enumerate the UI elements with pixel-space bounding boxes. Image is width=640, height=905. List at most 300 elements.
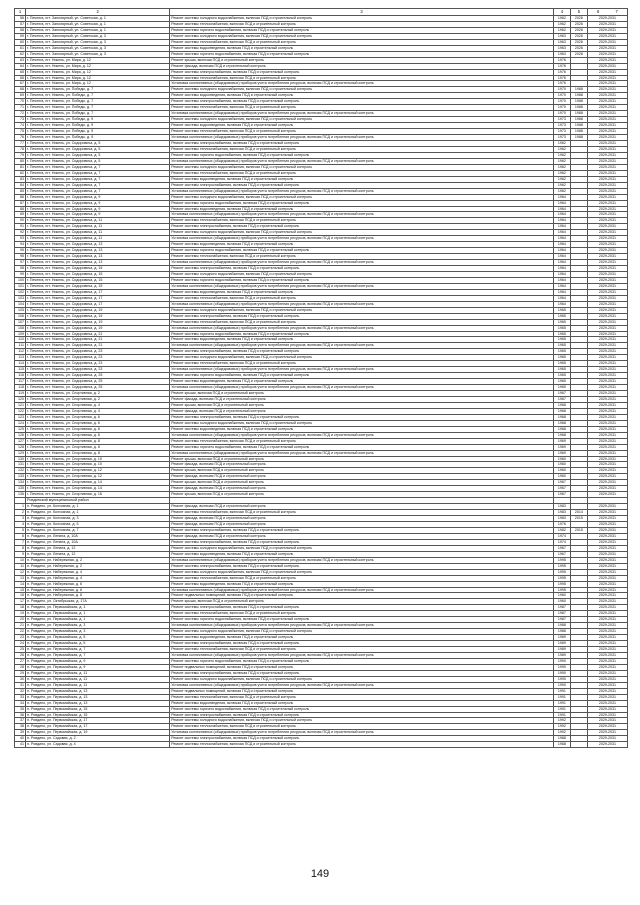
work-type-cell: Ремонт крыши, включая ПСД и строительный контроль xyxy=(170,402,554,408)
period-cell: 2029-2031 xyxy=(587,629,627,635)
address-cell: п. Ровдино, ул. Набережная, д. 4 xyxy=(26,569,170,575)
work-type-cell: Ремонт системы теплоснабжения, включая ПСД и строительный контроль xyxy=(170,694,554,700)
period-cell: 2029-2031 xyxy=(587,444,627,450)
year-built-cell: 1965 xyxy=(553,361,570,367)
row-number: 9 xyxy=(15,551,26,557)
row-number: 107 xyxy=(15,319,26,325)
address-cell: г. Печенга, пгт. Никель, ул. Сидоровича, д. 7 xyxy=(26,182,170,188)
work-type-cell: Установка коллективных (общедомовых) приборов учета потребления ресурсов, включая ПСД и строительный контроль xyxy=(170,587,554,593)
year-built-cell: 1989 xyxy=(553,652,570,658)
year-built-cell: 1970 xyxy=(553,105,570,111)
year-built-cell: 1965 xyxy=(553,307,570,313)
address-cell: п. Ровдино, ул. Первомайская, д. 5 xyxy=(26,635,170,641)
work-type-cell: Ремонт системы водоотведения, включая ПСД и строительный контроль xyxy=(170,123,554,129)
year-repair-cell: 1988 xyxy=(570,99,587,105)
row-number: 118 xyxy=(15,385,26,391)
year-built-cell: 1988 xyxy=(553,629,570,635)
work-type-cell: Ремонт системы электроснабжения, включая ПСД и строительный контроль xyxy=(170,641,554,647)
year-built-cell: 1964 xyxy=(553,283,570,289)
page-number: 149 xyxy=(310,868,330,880)
period-cell: 2029-2031 xyxy=(587,105,627,111)
year-built-cell: 1964 xyxy=(553,230,570,236)
address-cell: г. Печенга, пгт. Никель, ул. Сидоровича, д. 13 xyxy=(26,242,170,248)
work-type-cell: Ремонт системы теплоснабжения, включая ПСД и строительный контроль xyxy=(170,21,554,27)
year-built-cell: 1960 xyxy=(553,474,570,480)
work-type-cell: Установка коллективных (общедомовых) приборов учета потребления ресурсов, включая ПСД и строительный контроль xyxy=(170,111,554,117)
address-cell: г. Печенга, пгт. Никель, ул. Спортивная, д. 2 xyxy=(26,391,170,397)
year-built-cell: 1991 xyxy=(553,706,570,712)
year-built-cell: 1964 xyxy=(553,242,570,248)
period-cell: 2029-2031 xyxy=(587,385,627,391)
row-number: 103 xyxy=(15,295,26,301)
year-built-cell: 1964 xyxy=(553,254,570,260)
period-cell: 2029-2031 xyxy=(587,194,627,200)
work-type-cell: Ремонт системы водоотведения, включая ПСД и строительный контроль xyxy=(170,379,554,385)
year-built-cell: 1982 xyxy=(553,527,570,533)
address-cell: г. Печенга, пгт. Никель, ул. Спортивная, д. 2 xyxy=(26,397,170,403)
row-number: 89 xyxy=(15,212,26,218)
period-cell: 2029-2031 xyxy=(587,670,627,676)
work-type-cell: Ремонт фасада, включая ПСД и строительный контроль xyxy=(170,63,554,69)
year-built-cell: 1989 xyxy=(553,641,570,647)
year-repair-cell: 1988 xyxy=(570,117,587,123)
period-cell: 2029-2031 xyxy=(587,33,627,39)
year-built-cell: 1976 xyxy=(553,522,570,528)
row-number: 39 xyxy=(15,730,26,736)
period-cell: 2029-2031 xyxy=(587,45,627,51)
period-cell: 2029-2031 xyxy=(587,212,627,218)
row-number: 12 xyxy=(15,569,26,575)
row-number: 74 xyxy=(15,123,26,129)
year-built-cell: 1965 xyxy=(553,385,570,391)
work-type-cell: Ремонт системы теплоснабжения, включая ПСД и строительный контроль xyxy=(170,319,554,325)
period-cell: 2029-2031 xyxy=(587,480,627,486)
address-cell: г. Печенга, пгт. Никель, ул. Победы, д. 7 xyxy=(26,93,170,99)
period-cell: 2029-2031 xyxy=(587,432,627,438)
year-built-cell: 1964 xyxy=(553,200,570,206)
address-cell: г. Печенга, пгт. Никель, ул. Сидоровича, д. 11 xyxy=(26,230,170,236)
year-built-cell: 1965 xyxy=(553,319,570,325)
row-number: 62 xyxy=(15,51,26,57)
work-type-cell: Установка коллективных (общедомовых) приборов учета потребления ресурсов, включая ПСД и строительный контроль xyxy=(170,188,554,194)
year-built-cell: 1967 xyxy=(553,486,570,492)
address-cell: п. Ровдино, ул. Ленина, д. 10А xyxy=(26,539,170,545)
year-built-cell: 1967 xyxy=(553,545,570,551)
work-type-cell: Установка коллективных (общедомовых) приборов учета потребления ресурсов, включая ПСД и строительный контроль xyxy=(170,432,554,438)
period-cell: 2029-2031 xyxy=(587,146,627,152)
year-built-cell: 1989 xyxy=(553,647,570,653)
year-built-cell: 1962 xyxy=(553,152,570,158)
work-type-cell: Ремонт системы холодного водоснабжения, включая ПСД и строительный контроль xyxy=(170,676,554,682)
row-number: 63 xyxy=(15,57,26,63)
year-built-cell: 1962 xyxy=(553,158,570,164)
period-cell: 2029-2031 xyxy=(587,271,627,277)
period-cell: 2029-2031 xyxy=(587,230,627,236)
period-cell: 2029-2031 xyxy=(587,462,627,468)
row-number: 29 xyxy=(15,670,26,676)
address-cell: г. Печенга, пгт. Никель, ул. Мира, д. 12 xyxy=(26,81,170,87)
work-type-cell: Ремонт системы водоотведения, включая ПСД и строительный контроль xyxy=(170,551,554,557)
year-built-cell: 1967 xyxy=(553,492,570,498)
period-cell: 2029-2031 xyxy=(587,694,627,700)
year-built-cell: 1964 xyxy=(553,295,570,301)
address-cell: п. Ровдино, ул. Первомайская, д. 17 xyxy=(26,718,170,724)
row-number: 135 xyxy=(15,486,26,492)
year-built-cell: 1976 xyxy=(553,63,570,69)
year-repair-cell: 1988 xyxy=(570,129,587,135)
year-built-cell: 1970 xyxy=(553,87,570,93)
work-type-cell: Ремонт системы теплоснабжения, включая ПСД и строительный контроль xyxy=(170,75,554,81)
period-cell: 2029-2031 xyxy=(587,99,627,105)
address-cell: п. Ровдино, ул. Колхозная, д. 5 xyxy=(26,522,170,528)
period-cell: 2029-2031 xyxy=(587,557,627,563)
year-built-cell: 1964 xyxy=(553,266,570,272)
row-number: 131 xyxy=(15,462,26,468)
address-cell: п. Ровдино, ул. Колхозная, д. 7 xyxy=(26,527,170,533)
address-cell: г. Печенга, пгт. Никель, ул. Сидоровича, д. 5 xyxy=(26,146,170,152)
row-number: 119 xyxy=(15,391,26,397)
year-built-cell: 1968 xyxy=(553,432,570,438)
work-type-cell: Ремонт системы электроснабжения, включая ПСД и строительный контроль xyxy=(170,99,554,105)
period-cell: 2029-2031 xyxy=(587,301,627,307)
row-number: 2 xyxy=(15,510,26,516)
work-type-cell: Ремонт подвальных помещений, включая ПСД и строительный контроль xyxy=(170,664,554,670)
period-cell: 2029-2031 xyxy=(587,522,627,528)
year-repair-cell xyxy=(570,742,587,748)
row-number: 3 xyxy=(15,516,26,522)
work-type-cell: Ремонт системы электроснабжения, включая ПСД и строительный контроль xyxy=(170,182,554,188)
work-type-cell: Установка коллективных (общедомовых) приборов учета потребления ресурсов, включая ПСД и строительный контроль xyxy=(170,557,554,563)
year-built-cell: 1990 xyxy=(553,664,570,670)
address-cell: п. Ровдино, ул. Колхозная, д. 1 xyxy=(26,510,170,516)
work-type-cell: Ремонт системы холодного водоснабжения, включая ПСД и строительный контроль xyxy=(170,420,554,426)
address-cell: г. Печенга, пгт. Никель, ул. Сидоровича, д. 13 xyxy=(26,248,170,254)
work-type-cell: Ремонт системы теплоснабжения, включая ПСД и строительный контроль xyxy=(170,170,554,176)
address-cell: п. Ровдино, ул. Первомайская, д. 13 xyxy=(26,688,170,694)
work-type-cell: Ремонт системы водоотведения, включая ПСД и строительный контроль xyxy=(170,176,554,182)
year-built-cell: 1963 xyxy=(553,51,570,57)
period-cell: 2029-2031 xyxy=(587,724,627,730)
row-number: 97 xyxy=(15,260,26,266)
address-cell: г. Печенга, пгт. Никель, ул. Сидоровича, д. 21 xyxy=(26,337,170,343)
address-cell: п. Ровдино, ул. Первомайская, д. 11 xyxy=(26,670,170,676)
row-number: 94 xyxy=(15,242,26,248)
address-cell: п. Ровдино, ул. Ленина, д. 12 xyxy=(26,545,170,551)
work-type-cell: Ремонт системы горячего водоснабжения, включая ПСД и строительный контроль xyxy=(170,373,554,379)
year-built-cell: 1960 xyxy=(553,593,570,599)
row-number: 18 xyxy=(15,605,26,611)
year-built-cell: 1995 xyxy=(553,557,570,563)
row-number: 1 xyxy=(15,504,26,510)
row-number: 111 xyxy=(15,343,26,349)
row-number: 93 xyxy=(15,236,26,242)
year-built-cell: 1990 xyxy=(553,670,570,676)
row-number: 110 xyxy=(15,337,26,343)
row-number: 21 xyxy=(15,623,26,629)
year-built-cell: 1962 xyxy=(553,146,570,152)
year-repair-cell: 2026 xyxy=(570,51,587,57)
year-built-cell: 1976 xyxy=(553,57,570,63)
address-cell: г. Печенга, пгт. Никель, ул. Спортивная, д. 8 xyxy=(26,450,170,456)
period-cell: 2029-2031 xyxy=(587,414,627,420)
address-cell: г. Печенга, пгт. Никель, ул. Сидоровича, д. 15 xyxy=(26,271,170,277)
row-number: 38 xyxy=(15,724,26,730)
row-number: 124 xyxy=(15,420,26,426)
row-number: 78 xyxy=(15,146,26,152)
work-type-cell: Ремонт системы теплоснабжения, включая ПСД и строительный контроль xyxy=(170,647,554,653)
row-number: 34 xyxy=(15,700,26,706)
period-cell: 2029-2031 xyxy=(587,313,627,319)
address-cell: г. Печенга, пгт. Никель, ул. Сидоровича, д. 21 xyxy=(26,331,170,337)
period-cell: 2029-2031 xyxy=(587,688,627,694)
column-number: 4 xyxy=(553,9,570,16)
year-built-cell: 1967 xyxy=(553,551,570,557)
row-number: 104 xyxy=(15,301,26,307)
row-number: 122 xyxy=(15,408,26,414)
year-built-cell: 1965 xyxy=(553,367,570,373)
address-cell: г. Печенга, пгт. Заполярный, ул. Советская, д. 1 xyxy=(26,21,170,27)
row-number: 88 xyxy=(15,206,26,212)
work-type-cell: Установка коллективных (общедомовых) приборов учета потребления ресурсов, включая ПСД и строительный контроль xyxy=(170,652,554,658)
address-cell: г. Печенга, пгт. Никель, ул. Сидоровича, д. 13 xyxy=(26,254,170,260)
address-cell: г. Печенга, пгт. Никель, ул. Мира, д. 12 xyxy=(26,63,170,69)
row-number: 99 xyxy=(15,271,26,277)
period-cell: 2029-2031 xyxy=(587,545,627,551)
row-number: 37 xyxy=(15,718,26,724)
year-built-cell: 1990 xyxy=(553,676,570,682)
period-cell: 2029-2031 xyxy=(587,510,627,516)
row-number: 87 xyxy=(15,200,26,206)
period-cell: 2029-2031 xyxy=(587,152,627,158)
work-type-cell: Установка коллективных (общедомовых) приборов учета потребления ресурсов, включая ПСД и строительный контроль xyxy=(170,81,554,87)
year-built-cell: 1995 xyxy=(553,587,570,593)
row-number: 66 xyxy=(15,75,26,81)
address-cell: г. Печенга, пгт. Никель, ул. Сидоровича, д. 21 xyxy=(26,343,170,349)
period-cell: 2029-2031 xyxy=(587,170,627,176)
address-cell: г. Печенга, пгт. Никель, ул. Сидоровича, д. 5 xyxy=(26,141,170,147)
work-type-cell: Ремонт системы горячего водоснабжения, включая ПСД и строительный контроль xyxy=(170,51,554,57)
row-number: 106 xyxy=(15,313,26,319)
period-cell: 2029-2031 xyxy=(587,658,627,664)
address-cell: г. Печенга, пгт. Никель, ул. Сидоровича, д. 7 xyxy=(26,164,170,170)
year-built-cell: 1960 xyxy=(553,599,570,605)
work-type-cell: Ремонт системы электроснабжения, включая ПСД и строительный контроль xyxy=(170,414,554,420)
year-built-cell: 1964 xyxy=(553,277,570,283)
year-built-cell: 1964 xyxy=(553,194,570,200)
address-cell: г. Печенга, пгт. Никель, ул. Мира, д. 12 xyxy=(26,69,170,75)
period-cell: 2029-2031 xyxy=(587,563,627,569)
work-type-cell: Ремонт системы водоотведения, включая ПСД и строительный контроль xyxy=(170,289,554,295)
work-type-cell: Ремонт системы теплоснабжения, включая ПСД и строительный контроль xyxy=(170,105,554,111)
period-cell: 2029-2031 xyxy=(587,718,627,724)
period-cell: 2029-2031 xyxy=(587,63,627,69)
work-type-cell: Ремонт системы теплоснабжения, включая ПСД и строительный контроль xyxy=(170,146,554,152)
row-number: 5 xyxy=(15,527,26,533)
year-built-cell: 1960 xyxy=(553,456,570,462)
row-number: 13 xyxy=(15,575,26,581)
year-built-cell: 1963 xyxy=(553,33,570,39)
row-number: 108 xyxy=(15,325,26,331)
period-cell: 2029-2031 xyxy=(587,182,627,188)
work-type-cell: Ремонт фасада, включая ПСД и строительный контроль xyxy=(170,533,554,539)
row-number: 121 xyxy=(15,402,26,408)
year-built-cell: 1995 xyxy=(553,563,570,569)
row-number: 64 xyxy=(15,63,26,69)
address-cell: г. Печенга, пгт. Никель, ул. Спортивная, д. 8 xyxy=(26,444,170,450)
address-cell: п. Ровдино, ул. Садовая, д. 4 xyxy=(26,742,170,748)
year-built-cell: 1964 xyxy=(553,271,570,277)
row-number: 4 xyxy=(15,522,26,528)
work-type-cell: Установка коллективных (общедомовых) приборов учета потребления ресурсов, включая ПСД и строительный контроль xyxy=(170,301,554,307)
address-cell: г. Печенга, пгт. Никель, ул. Мира, д. 12 xyxy=(26,75,170,81)
address-cell: г. Печенга, пгт. Никель, ул. Победы, д. 9 xyxy=(26,117,170,123)
address-cell: г. Печенга, пгт. Никель, ул. Спортивная, д. 4 xyxy=(26,402,170,408)
year-built-cell: 1965 xyxy=(553,331,570,337)
year-repair-cell: 2015 xyxy=(570,516,587,522)
row-number: 58 xyxy=(15,27,26,33)
row-number: 41 xyxy=(15,742,26,748)
address-cell: г. Печенга, пгт. Никель, ул. Сидоровича, д. 25 xyxy=(26,379,170,385)
column-number: 2 xyxy=(26,9,170,16)
row-number: 22 xyxy=(15,629,26,635)
address-cell: г. Печенга, пгт. Никель, ул. Спортивная, д. 10 xyxy=(26,462,170,468)
period-cell: 2029-2031 xyxy=(587,236,627,242)
period-cell: 2029-2031 xyxy=(587,224,627,230)
work-type-cell: Ремонт системы холодного водоснабжения, включая ПСД и строительный контроль xyxy=(170,271,554,277)
work-type-cell: Ремонт системы теплоснабжения, включая ПСД и строительный контроль xyxy=(170,129,554,135)
year-built-cell: 1964 xyxy=(553,212,570,218)
work-type-cell: Установка коллективных (общедомовых) приборов учета потребления ресурсов, включая ПСД и строительный контроль xyxy=(170,385,554,391)
work-type-cell: Ремонт фасада, включая ПСД и строительный контроль xyxy=(170,504,554,510)
address-cell: г. Печенга, пгт. Никель, ул. Сидоровича, д. 15 xyxy=(26,266,170,272)
row-number: 79 xyxy=(15,152,26,158)
address-cell: г. Печенга, пгт. Никель, ул. Сидоровича, д. 25 xyxy=(26,385,170,391)
address-cell: г. Печенга, пгт. Никель, ул. Спортивная, д. 8 xyxy=(26,438,170,444)
row-number: 67 xyxy=(15,81,26,87)
period-cell: 2029-2031 xyxy=(587,611,627,617)
row-number: 26 xyxy=(15,652,26,658)
period-cell: 2029-2031 xyxy=(587,676,627,682)
address-cell: п. Ровдино, ул. Первомайская, д. 11 xyxy=(26,682,170,688)
year-repair-cell: 1988 xyxy=(570,135,587,141)
row-number: 134 xyxy=(15,480,26,486)
year-built-cell: 1964 xyxy=(553,301,570,307)
period-cell: 2029-2031 xyxy=(587,581,627,587)
address-cell: п. Ровдино, ул. Первомайская, д. 19 xyxy=(26,730,170,736)
address-cell: г. Печенга, пгт. Никель, ул. Сидоровича, д. 15 xyxy=(26,283,170,289)
year-built-cell: 1964 xyxy=(553,289,570,295)
period-cell: 2029-2031 xyxy=(587,248,627,254)
work-type-cell: Ремонт крыши, включая ПСД и строительный контроль xyxy=(170,468,554,474)
work-type-cell: Ремонт системы холодного водоснабжения, включая ПСД и строительный контроль xyxy=(170,164,554,170)
row-number: 35 xyxy=(15,706,26,712)
period-cell: 2029-2031 xyxy=(587,242,627,248)
row-number: 77 xyxy=(15,141,26,147)
period-cell: 2029-2031 xyxy=(587,599,627,605)
row-number: 72 xyxy=(15,111,26,117)
period-cell: 2029-2031 xyxy=(587,712,627,718)
work-type-cell: Ремонт системы электроснабжения, включая ПСД и строительный контроль xyxy=(170,605,554,611)
year-repair-cell: 2026 xyxy=(570,27,587,33)
row-number: 126 xyxy=(15,432,26,438)
work-type-cell: Ремонт крыши, включая ПСД и строительный контроль xyxy=(170,480,554,486)
year-built-cell: 1965 xyxy=(553,355,570,361)
address-cell: Ровдинский муниципальный район xyxy=(26,498,170,504)
address-cell: г. Печенга, пгт. Никель, ул. Сидоровича, д. 23 xyxy=(26,367,170,373)
row-number: 60 xyxy=(15,39,26,45)
period-cell: 2029-2031 xyxy=(587,420,627,426)
year-built-cell: 1963 xyxy=(553,39,570,45)
work-type-cell: Ремонт системы горячего водоснабжения, включая ПСД и строительный контроль xyxy=(170,658,554,664)
period-cell: 2029-2031 xyxy=(587,260,627,266)
year-built-cell: 1960 xyxy=(553,468,570,474)
year-built-cell: 1968 xyxy=(553,414,570,420)
row-number: 85 xyxy=(15,188,26,194)
year-repair-cell: 2026 xyxy=(570,39,587,45)
row-number: 71 xyxy=(15,105,26,111)
address-cell: г. Печенга, пгт. Никель, ул. Победы, д. 7 xyxy=(26,111,170,117)
period-cell: 2029-2031 xyxy=(587,468,627,474)
work-type-cell: Ремонт системы теплоснабжения, включая ПСД и строительный контроль xyxy=(170,575,554,581)
address-cell: г. Печенга, пгт. Никель, ул. Сидоровича, д. 15 xyxy=(26,277,170,283)
year-built-cell: 1983 xyxy=(553,510,570,516)
year-built-cell: 1969 xyxy=(553,450,570,456)
row-number: 27 xyxy=(15,658,26,664)
year-built-cell: 1987 xyxy=(553,611,570,617)
row-number: 16 xyxy=(15,593,26,599)
year-built-cell: 1990 xyxy=(553,682,570,688)
period-cell: 2029-2031 xyxy=(587,158,627,164)
address-cell: г. Печенга, пгт. Никель, ул. Сидоровича, д. 9 xyxy=(26,212,170,218)
period-cell: 2029-2031 xyxy=(587,617,627,623)
work-type-cell: Установка коллективных (общедомовых) приборов учета потребления ресурсов, включая ПСД и строительный контроль xyxy=(170,135,554,141)
period-cell: 2029-2031 xyxy=(587,164,627,170)
year-built-cell: 1969 xyxy=(553,438,570,444)
work-type-cell: Установка коллективных (общедомовых) приборов учета потребления ресурсов, включая ПСД и строительный контроль xyxy=(170,260,554,266)
year-built-cell: 1967 xyxy=(553,391,570,397)
row-number: 102 xyxy=(15,289,26,295)
row-number: 40 xyxy=(15,736,26,742)
row-number: 105 xyxy=(15,307,26,313)
period-cell: 2029-2031 xyxy=(587,218,627,224)
address-cell: г. Печенга, пгт. Никель, ул. Спортивная, д. 14 xyxy=(26,486,170,492)
year-built-cell: 1962 xyxy=(553,164,570,170)
period-cell: 2029-2031 xyxy=(587,319,627,325)
year-built-cell: 1964 xyxy=(553,218,570,224)
row-number: 76 xyxy=(15,135,26,141)
row-number: 96 xyxy=(15,254,26,260)
year-built-cell: 1962 xyxy=(553,176,570,182)
work-type-cell: Ремонт системы электроснабжения, включая ПСД и строительный контроль xyxy=(170,69,554,75)
period-cell: 2029-2031 xyxy=(587,75,627,81)
address-cell: п. Ровдино, ул. Октябрьская, д. 17А xyxy=(26,599,170,605)
row-number: 81 xyxy=(15,164,26,170)
work-type-cell: Ремонт фасада, включая ПСД и строительный контроль xyxy=(170,462,554,468)
row-number: 84 xyxy=(15,182,26,188)
work-type-cell: Ремонт системы горячего водоснабжения, включая ПСД и строительный контроль xyxy=(170,617,554,623)
work-type-cell: Ремонт крыши, включая ПСД и строительный контроль xyxy=(170,391,554,397)
work-type-cell: Ремонт системы холодного водоснабжения, включая ПСД и строительный контроль xyxy=(170,87,554,93)
column-number-row xyxy=(15,9,628,16)
row-number: 69 xyxy=(15,93,26,99)
work-type-cell: Ремонт системы холодного водоснабжения, включая ПСД и строительный контроль xyxy=(170,629,554,635)
address-cell: г. Печенга, пгт. Никель, ул. Победы, д. 9 xyxy=(26,129,170,135)
address-cell: г. Печенга, пгт. Никель, ул. Сидоровича, д. 19 xyxy=(26,313,170,319)
period-cell: 2029-2031 xyxy=(587,39,627,45)
year-built-cell: 1970 xyxy=(553,93,570,99)
row-number: 24 xyxy=(15,641,26,647)
address-cell: г. Печенга, пгт. Никель, ул. Спортивная, д. 12 xyxy=(26,474,170,480)
